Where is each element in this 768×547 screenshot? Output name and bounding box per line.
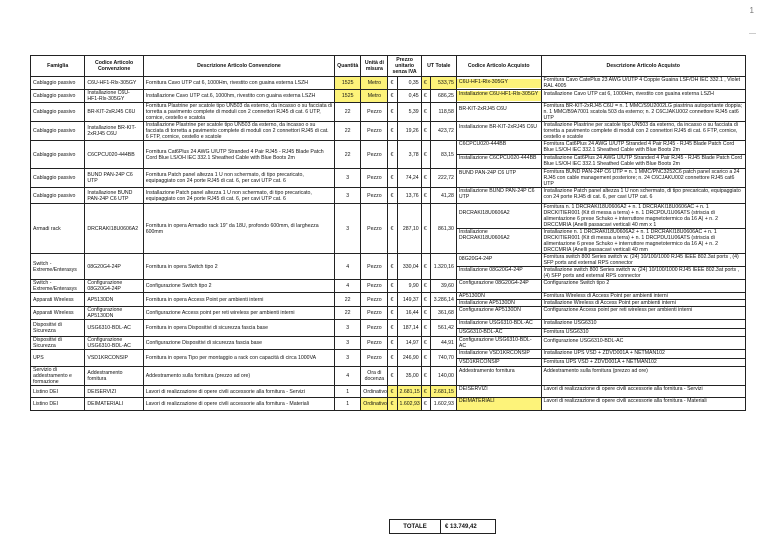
cell-unita: Pezzo <box>361 293 388 307</box>
cell-descrizione-convenzione: Fornitura Cat6Plus 24 AWG U/UTP Stranded 4 Pair RJ45 - RJ45 Blade Patch Cord Blue LS/OH IEC 332.1 Sheathed Cable with Blue Boots 2m <box>143 141 334 169</box>
cell-famiglia: Listino DEI <box>31 386 85 398</box>
cell-quantita: 4 <box>335 254 361 280</box>
cell-euro-prezzo: € <box>388 367 397 386</box>
cell-quantita: 3 <box>335 204 361 254</box>
acquisto-code: Installazione AP5130DN <box>457 299 541 306</box>
cell-descrizione-acquisto <box>541 280 746 293</box>
table-body <box>31 77 746 411</box>
cell-codice-convenzione: AP5130DN <box>85 293 143 307</box>
acquisto-code: C6U-HF1-Rlx-305GY <box>457 79 541 88</box>
page-mark-dash: — <box>749 30 756 37</box>
cell-famiglia: Cablaggio passivo <box>31 77 85 90</box>
total-box <box>389 519 496 534</box>
cell-descrizione-convenzione: Installazione Plastrine per scatole tipo UN503 da esterno, da incasso o su facciata di torretta a pavimento complete di moduli con 2 connettori RJ45 di cat. 6 FTP, cornice, cestello e scatole <box>143 122 334 141</box>
cell-codice-acquisto <box>456 122 541 141</box>
acquisto-code: Installazione VSD1KRCONSIP <box>458 350 530 356</box>
cell-totale: 118,58 <box>430 103 456 122</box>
cell-famiglia: Cablaggio passivo <box>31 169 85 188</box>
cell-famiglia: Dispositivi di Sicurezza <box>31 320 85 337</box>
cell-codice-convenzione: C6CPCU020-444BB <box>85 141 143 169</box>
cell-quantita: 3 <box>335 337 361 350</box>
table-row <box>31 188 746 204</box>
cell-quantita: 22 <box>335 103 361 122</box>
cell-euro-totale: € <box>421 293 430 307</box>
cell-descrizione-acquisto <box>541 293 746 307</box>
cell-totale: 1.602,93 <box>430 398 456 411</box>
acquisto-description: Installazione UPS VSD + ZDVD001A + NETMAN102 <box>543 350 665 356</box>
acquisto-code: DEIMATERIALI <box>457 398 541 410</box>
acquisto-code: Addestramento fornitura <box>458 368 515 374</box>
cell-descrizione-convenzione: Lavori di realizzazione di opere civili accessorie alla fornitura - Servizi <box>143 386 334 398</box>
cell-quantita: 3 <box>335 188 361 204</box>
cell-codice-acquisto <box>456 90 541 103</box>
cell-euro-prezzo: € <box>388 141 397 169</box>
cell-descrizione-convenzione: Addestramento sulla fornitura (prezzo ad ore) <box>143 367 334 386</box>
acquisto-description: Installazione switch 800 Series switch w. (24) 10/100/1000 RJ45 IEEE 802.3at ports , (4) SFP ports and external RPS connector <box>542 266 746 279</box>
cell-descrizione-acquisto <box>541 122 746 141</box>
cell-descrizione-acquisto <box>541 77 746 90</box>
cell-euro-totale: € <box>421 307 430 320</box>
acquisto-description: Fornitura Wireless di Access Point per ambienti interni <box>543 293 668 299</box>
header-codice-acquisto: Codice Articolo Acquisto <box>456 56 541 77</box>
total-label: TOTALE <box>390 520 441 534</box>
cell-descrizione-convenzione: Fornitura in opera Dispositivi di sicurezza fascia base <box>143 320 334 337</box>
cell-codice-convenzione: Configurazione 08G20G4-24P <box>85 280 143 293</box>
cell-codice-acquisto <box>456 103 541 122</box>
cell-famiglia: Dispositivi di Sicurezza <box>31 337 85 350</box>
cell-descrizione-convenzione: Fornitura in opera Access Point per ambienti interni <box>143 293 334 307</box>
cell-quantita: 4 <box>335 280 361 293</box>
acquisto-description: Configurazione Access point per reti wireless per ambienti interni <box>543 307 693 313</box>
cell-unita: Metro <box>361 77 388 90</box>
table-row <box>31 337 746 350</box>
cell-euro-totale: € <box>421 77 430 90</box>
acquisto-description: Fornitura switch 800 Series switch w. (24) 10/100/1000 RJ45 IEEE 802.3at ports , (4) SFP ports and external RPS connector <box>543 254 739 266</box>
acquisto-code: Installazione BUND PAN-24P C6 UTP <box>458 188 535 200</box>
cell-euro-prezzo: € <box>388 386 397 398</box>
cell-unita: Ordinativo <box>361 386 388 398</box>
acquisto-description: Installazione Plastrine per scatole tipo UN503 da esterno, da incasso o su facciata di torretta a pavimento complete di moduli con 2 connettori RJ45 di cat. 6 FTP, cornice, cestello e scatole <box>543 122 738 140</box>
cell-unita: Pezzo <box>361 254 388 280</box>
cell-quantita: 22 <box>335 141 361 169</box>
cell-quantita: 1525 <box>335 90 361 103</box>
header-quantita: Quantità <box>335 56 361 77</box>
cell-descrizione-convenzione: Configurazione Access point per reti wireless per ambienti interni <box>143 307 334 320</box>
acquisto-description: Fornitura BUND PAN-24P C6 UTP = n. 1 MMC/PNC3252C6 patch panel scarico a 24 RJ45 con cable management posteriore; n. 24 C6CJAKU002 connettore RJ45 cat6 UTP <box>543 169 740 187</box>
acquisto-description: Fornitura UPS VSD + ZDVD001A + NETMAN102 <box>542 358 746 367</box>
table-row <box>31 367 746 386</box>
cell-unita: Pezzo <box>361 204 388 254</box>
table-row <box>31 204 746 254</box>
cell-euro-prezzo: € <box>388 398 397 411</box>
cell-codice-acquisto <box>456 169 541 188</box>
cell-euro-totale: € <box>421 398 430 411</box>
cell-totale: 222,72 <box>430 169 456 188</box>
cell-famiglia: Apparati Wireless <box>31 293 85 307</box>
order-table <box>30 55 746 411</box>
cell-descrizione-acquisto <box>541 141 746 169</box>
table-row <box>31 122 746 141</box>
acquisto-code: USG6310-BDL-AC <box>457 328 541 337</box>
cell-descrizione-acquisto <box>541 386 746 398</box>
acquisto-code: C6CPCU020-444BB <box>458 141 507 147</box>
cell-prezzo: 74,24 <box>397 169 421 188</box>
cell-euro-prezzo: € <box>388 103 397 122</box>
cell-quantita: 22 <box>335 293 361 307</box>
cell-quantita: 3 <box>335 320 361 337</box>
cell-euro-prezzo: € <box>388 77 397 90</box>
table-row <box>31 307 746 320</box>
cell-descrizione-acquisto <box>541 254 746 280</box>
acquisto-code: Installazione BR-KIT-2xRJ45 C6U <box>458 123 538 130</box>
cell-unita: Pezzo <box>361 307 388 320</box>
cell-prezzo: 0,35 <box>397 77 421 90</box>
cell-codice-acquisto <box>456 293 541 307</box>
table-row <box>31 103 746 122</box>
table-row <box>31 350 746 367</box>
cell-famiglia: Listino DEI <box>31 398 85 411</box>
cell-prezzo: 149,37 <box>397 293 421 307</box>
total-value: € 13.749,42 <box>441 520 496 534</box>
cell-codice-convenzione: BUND PAN-24P C6 UTP <box>85 169 143 188</box>
table-row <box>31 386 746 398</box>
cell-unita: Pezzo <box>361 122 388 141</box>
table-row <box>31 293 746 307</box>
cell-famiglia: UPS <box>31 350 85 367</box>
cell-euro-totale: € <box>421 350 430 367</box>
cell-descrizione-acquisto <box>541 337 746 350</box>
page-mark: 1 <box>749 6 754 15</box>
cell-descrizione-convenzione: Fornitura Patch panel altezza 1 U non schermato, di tipo precaricato, equipaggiato con 24 porte RJ45 di cat. 6, per cavi UTP cat. 6 <box>143 169 334 188</box>
acquisto-code: BUND PAN-24P C6 UTP <box>458 170 517 176</box>
cell-codice-acquisto <box>456 280 541 293</box>
cell-euro-prezzo: € <box>388 188 397 204</box>
cell-euro-totale: € <box>421 386 430 398</box>
cell-totale: 361,68 <box>430 307 456 320</box>
acquisto-code: Configurazione USG6310-BDL-AC <box>458 337 532 349</box>
header-descrizione-acquisto: Descrizione Articolo Acquisto <box>541 56 746 77</box>
cell-codice-convenzione: Addestramento fornitura <box>85 367 143 386</box>
cell-totale: 533,75 <box>430 77 456 90</box>
header-prezzo: Prezzo unitario senza IVA <box>388 56 421 77</box>
cell-codice-acquisto <box>456 386 541 398</box>
acquisto-description: Fornitura n. 1 DRCRAKI18U0606A2 + n. 1 DRCRAKI18U0606AC + n. 1 DRCKITIER001 (Kit di messa a terra) + n. 1 DRCPDU1U06ATS (striscia di alimentazione 6 prese Schuko + interruttore magnetotermico da 16 A) + n. 2 DRCCMRIA (Anelli passacavi verticali 40 mm x 1 <box>543 204 718 228</box>
cell-famiglia: Cablaggio passivo <box>31 122 85 141</box>
acquisto-description: Installazione Wireless di Access Point per ambienti interni <box>542 299 746 306</box>
cell-euro-prezzo: € <box>388 337 397 350</box>
header-unita: Unità di misura <box>361 56 388 77</box>
cell-euro-totale: € <box>421 367 430 386</box>
table-row <box>31 169 746 188</box>
cell-quantita: 1 <box>335 386 361 398</box>
cell-prezzo: 330,04 <box>397 254 421 280</box>
cell-euro-totale: € <box>421 280 430 293</box>
acquisto-description: Configurazione Switch tipo 2 <box>543 280 610 286</box>
cell-codice-acquisto <box>456 254 541 280</box>
cell-unita: Pezzo <box>361 103 388 122</box>
cell-descrizione-acquisto <box>541 103 746 122</box>
cell-prezzo: 2.681,15 <box>397 386 421 398</box>
table-row <box>31 254 746 280</box>
acquisto-description: Fornitura Cavo CatePlus 23 AWG U/UTP 4 Coppie Guaina LSF/OH IEC 332.1 , Violet RAL 4005 <box>543 77 741 89</box>
table-row <box>31 320 746 337</box>
cell-descrizione-convenzione: Fornitura Plastrine per scatole tipo UN503 da esterno, da incasso o su facciata di torretta a pavimento complete di moduli con 2 connettori RJ45 di cat. 6 UTP, cornice, cestello e scatola <box>143 103 334 122</box>
acquisto-code: Configurazione AP5130DN <box>458 307 521 313</box>
cell-quantita: 22 <box>335 122 361 141</box>
cell-codice-acquisto <box>456 188 541 204</box>
cell-totale: 1.320,16 <box>430 254 456 280</box>
cell-euro-totale: € <box>421 188 430 204</box>
cell-descrizione-convenzione: Fornitura in opera Armadio rack 19" da 18U, profondo 600mm, di larghezza 600mm <box>143 204 334 254</box>
cell-prezzo: 1.602,93 <box>397 398 421 411</box>
cell-codice-acquisto <box>456 204 541 254</box>
cell-codice-acquisto <box>456 367 541 386</box>
cell-prezzo: 19,26 <box>397 122 421 141</box>
cell-descrizione-convenzione: Lavori di realizzazione di opere civili accessorie alla fornitura - Materiali <box>143 398 334 411</box>
cell-codice-acquisto <box>456 307 541 320</box>
cell-unita: Ordinativo <box>361 398 388 411</box>
cell-descrizione-acquisto <box>541 307 746 320</box>
cell-totale: 44,91 <box>430 337 456 350</box>
cell-euro-prezzo: € <box>388 204 397 254</box>
cell-codice-convenzione: Installazione C6U-HF1-Rlx-305GY <box>85 90 143 103</box>
acquisto-description: Lavori di realizzazione di opere civili accessorie alla fornitura - Servizi <box>543 386 703 392</box>
cell-codice-convenzione: DEIMATERIALI <box>85 398 143 411</box>
cell-famiglia: Servizio di addestramento e formazione <box>31 367 85 386</box>
cell-totale: 740,70 <box>430 350 456 367</box>
header-ut-totale: UT Totale <box>421 56 456 77</box>
acquisto-code: Installazione C6U-HF1-Rlx-305GY <box>457 91 541 101</box>
acquisto-description: Installazione Cavo UTP cat 6, 1000Hm, rivestito con guaina esterna LSZH <box>543 91 714 97</box>
cell-descrizione-acquisto <box>541 90 746 103</box>
cell-quantita: 3 <box>335 169 361 188</box>
acquisto-code: Installazione USG6310-BDL-AC <box>458 320 533 326</box>
cell-descrizione-acquisto <box>541 367 746 386</box>
cell-prezzo: 13,76 <box>397 188 421 204</box>
cell-famiglia: Cablaggio passivo <box>31 103 85 122</box>
cell-quantita: 4 <box>335 367 361 386</box>
cell-quantita: 1525 <box>335 77 361 90</box>
cell-prezzo: 9,90 <box>397 280 421 293</box>
acquisto-description: Addestramento sulla fornitura (prezzo ad ore) <box>543 368 648 374</box>
acquisto-description: Installazione USG6310 <box>543 320 597 326</box>
cell-quantita: 1 <box>335 398 361 411</box>
cell-totale: 423,72 <box>430 122 456 141</box>
cell-famiglia: Cablaggio passivo <box>31 141 85 169</box>
cell-prezzo: 287,10 <box>397 204 421 254</box>
acquisto-code: BR-KIT-2xRJ45 C6U <box>458 105 507 112</box>
cell-euro-prezzo: € <box>388 293 397 307</box>
cell-prezzo: 16,44 <box>397 307 421 320</box>
cell-descrizione-convenzione: Installazione Cavo UTP cat.6, 1000hm, rivestito con guaina esterna LSZH <box>143 90 334 103</box>
cell-unita: Ora di docenza <box>361 367 388 386</box>
cell-codice-convenzione: Configurazione AP5130DN <box>85 307 143 320</box>
cell-totale: 41,28 <box>430 188 456 204</box>
table-header <box>31 56 746 77</box>
cell-famiglia: Apparati Wireless <box>31 307 85 320</box>
cell-euro-prezzo: € <box>388 320 397 337</box>
cell-prezzo: 3,78 <box>397 141 421 169</box>
cell-codice-acquisto <box>456 141 541 169</box>
table-row <box>31 280 746 293</box>
acquisto-code: Configurazione 08G20G4-24P <box>458 280 529 286</box>
cell-unita: Pezzo <box>361 169 388 188</box>
cell-codice-acquisto <box>456 337 541 350</box>
acquisto-code: AP5130DN <box>458 293 485 299</box>
cell-euro-totale: € <box>421 90 430 103</box>
cell-codice-convenzione: Installazione BUND PAN-24P C6 UTP <box>85 188 143 204</box>
cell-descrizione-convenzione: Fornitura in opera Tipo per montaggio a rack con capacità di circa 1000VA <box>143 350 334 367</box>
cell-euro-totale: € <box>421 169 430 188</box>
cell-euro-prezzo: € <box>388 169 397 188</box>
table-row <box>31 141 746 169</box>
acquisto-code: Installazione DRCRAKI18U0606A2 <box>457 228 541 247</box>
cell-descrizione-convenzione: Configurazione Switch tipo 2 <box>143 280 334 293</box>
cell-codice-acquisto <box>456 77 541 90</box>
table-row <box>31 398 746 411</box>
cell-euro-prezzo: € <box>388 122 397 141</box>
cell-codice-convenzione: BR-KIT-2xRJ45 C6U <box>85 103 143 122</box>
cell-euro-prezzo: € <box>388 307 397 320</box>
acquisto-description: Fornitura BR-KIT-2xRJ45 C6U = n. 1 MMC/S9U2002LG piastrina autoportante doppia; n. 1 MMC/B9A7001 scatola 503 da esterno; n. 2 C6CJAKU002 connettore RJ45 cat6 UTP <box>543 103 743 121</box>
cell-prezzo: 246,90 <box>397 350 421 367</box>
cell-famiglia: Cablaggio passivo <box>31 188 85 204</box>
cell-euro-prezzo: € <box>388 90 397 103</box>
cell-quantita: 3 <box>335 350 361 367</box>
header-descrizione-convenzione: Descrizione Articolo Convenzione <box>143 56 334 77</box>
cell-totale: 140,00 <box>430 367 456 386</box>
cell-codice-acquisto <box>456 398 541 411</box>
cell-prezzo: 0,45 <box>397 90 421 103</box>
cell-totale: 83,15 <box>430 141 456 169</box>
cell-euro-totale: € <box>421 204 430 254</box>
cell-prezzo: 187,14 <box>397 320 421 337</box>
cell-codice-convenzione: Installazione BR-KIT-2xRJ45 C6U <box>85 122 143 141</box>
acquisto-code: Installazione 08G20G4-24P <box>457 266 541 277</box>
cell-codice-acquisto <box>456 320 541 337</box>
acquisto-code: 08G20G4-24P <box>458 256 493 262</box>
cell-unita: Pezzo <box>361 280 388 293</box>
cell-euro-totale: € <box>421 254 430 280</box>
cell-codice-convenzione: C6U-HF1-Rlx-305GY <box>85 77 143 90</box>
cell-totale: 861,30 <box>430 204 456 254</box>
cell-codice-convenzione: 08G20G4-24P <box>85 254 143 280</box>
cell-unita: Pezzo <box>361 188 388 204</box>
cell-codice-convenzione: DRCRAKI18U0606A2 <box>85 204 143 254</box>
acquisto-description: Installazione Patch panel altezza 1 U non schermato, di tipo precaricato, equipaggiato con 24 porte RJ45 di cat. 6, per cavi UTP cat. 6 <box>543 188 741 200</box>
cell-codice-acquisto <box>456 350 541 367</box>
cell-euro-prezzo: € <box>388 350 397 367</box>
cell-totale: 2.681,15 <box>430 386 456 398</box>
cell-totale: 561,42 <box>430 320 456 337</box>
cell-descrizione-convenzione: Fornitura in opera Switch tipo 2 <box>143 254 334 280</box>
cell-prezzo: 14,97 <box>397 337 421 350</box>
cell-unita: Metro <box>361 90 388 103</box>
cell-famiglia: Switch - Extreme/Enterasys <box>31 280 85 293</box>
cell-euro-totale: € <box>421 103 430 122</box>
acquisto-description: Configurazione USG6310-BDL-AC <box>543 337 624 344</box>
cell-descrizione-acquisto <box>541 350 746 367</box>
header-codice-convenzione: Codice Articolo Convenzione <box>85 56 143 77</box>
cell-famiglia: Switch - Extreme/Enterasys <box>31 254 85 280</box>
cell-descrizione-acquisto <box>541 320 746 337</box>
cell-descrizione-acquisto <box>541 169 746 188</box>
acquisto-code: VSD1KRCONSIP <box>457 358 541 367</box>
cell-euro-prezzo: € <box>388 280 397 293</box>
cell-codice-convenzione: VSD1KRCONSIP <box>85 350 143 367</box>
table-row <box>31 90 746 103</box>
cell-descrizione-convenzione: Configurazione Dispositivi di sicurezza fascia base <box>143 337 334 350</box>
acquisto-code: DRCRAKI18U0606A2 <box>458 210 510 216</box>
cell-famiglia: Cablaggio passivo <box>31 90 85 103</box>
acquisto-code: Installazione C6CPCU020-444BB <box>457 154 541 168</box>
acquisto-description: Lavori di realizzazione di opere civili accessorie alla fornitura - Materiali <box>543 398 707 404</box>
header-famiglia: Famiglia <box>31 56 85 77</box>
cell-euro-totale: € <box>421 141 430 169</box>
cell-euro-totale: € <box>421 320 430 337</box>
cell-codice-convenzione: Configurazione USG6310-BDL-AC <box>85 337 143 350</box>
cell-unita: Pezzo <box>361 320 388 337</box>
cell-descrizione-convenzione: Installazione Patch panel altezza 1 U non schermato, di tipo precaricato, equipaggiato con 24 porte RJ45 di cat. 6, per cavi UTP cat. 6 <box>143 188 334 204</box>
cell-descrizione-convenzione: Fornitura Cavo UTP cat 6, 1000Hm, rivestito con guaina esterna LSZH <box>143 77 334 90</box>
cell-descrizione-acquisto <box>541 204 746 254</box>
cell-totale: 686,25 <box>430 90 456 103</box>
cell-descrizione-acquisto <box>541 188 746 204</box>
cell-totale: 3.286,14 <box>430 293 456 307</box>
cell-euro-prezzo: € <box>388 254 397 280</box>
cell-descrizione-acquisto <box>541 398 746 411</box>
acquisto-description: Installazione Cat6Plus 24 AWG U/UTP Stranded 4 Pair RJ45 - RJ45 Blade Patch Cord Blue LS/OH IEC 332.1 Sheathed Cable with Blue Boots 2m <box>542 154 746 168</box>
cell-codice-convenzione: DEISERVIZI <box>85 386 143 398</box>
acquisto-description: Fornitura USG6310 <box>542 328 746 337</box>
table-row <box>31 77 746 90</box>
cell-quantita: 22 <box>335 307 361 320</box>
cell-euro-totale: € <box>421 337 430 350</box>
cell-totale: 39,60 <box>430 280 456 293</box>
cell-unita: Pezzo <box>361 337 388 350</box>
acquisto-description: Installazione n. 1 DRCRAKI18U0606A2 + n. 1 DRCRAKI18U0606AC + n. 1 DRCKITIER001 (Kit di messa a terra) + n. 1 DRCPDU1U06ATS (striscia di alimentazione 6 prese Schuko + interruttore magnetotermico da 16 A) + n. 2 DRCCMRIA (Anelli passacavi verticali 40 mm <box>542 228 746 253</box>
cell-prezzo: 5,39 <box>397 103 421 122</box>
cell-famiglia: Armadi rack <box>31 204 85 254</box>
cell-unita: Pezzo <box>361 350 388 367</box>
acquisto-code: DEISERVIZI <box>458 386 488 392</box>
cell-euro-totale: € <box>421 122 430 141</box>
acquisto-description: Fornitura Cat6Plus 24 AWG U/UTP Stranded 4 Pair RJ45 - RJ45 Blade Patch Cord Blue LS/OH IEC 332.1 Sheathed Cable with Blue Boots 2m <box>543 141 735 153</box>
cell-codice-convenzione: USG6310-BDL-AC <box>85 320 143 337</box>
cell-unita: Pezzo <box>361 141 388 169</box>
cell-prezzo: 35,00 <box>397 367 421 386</box>
